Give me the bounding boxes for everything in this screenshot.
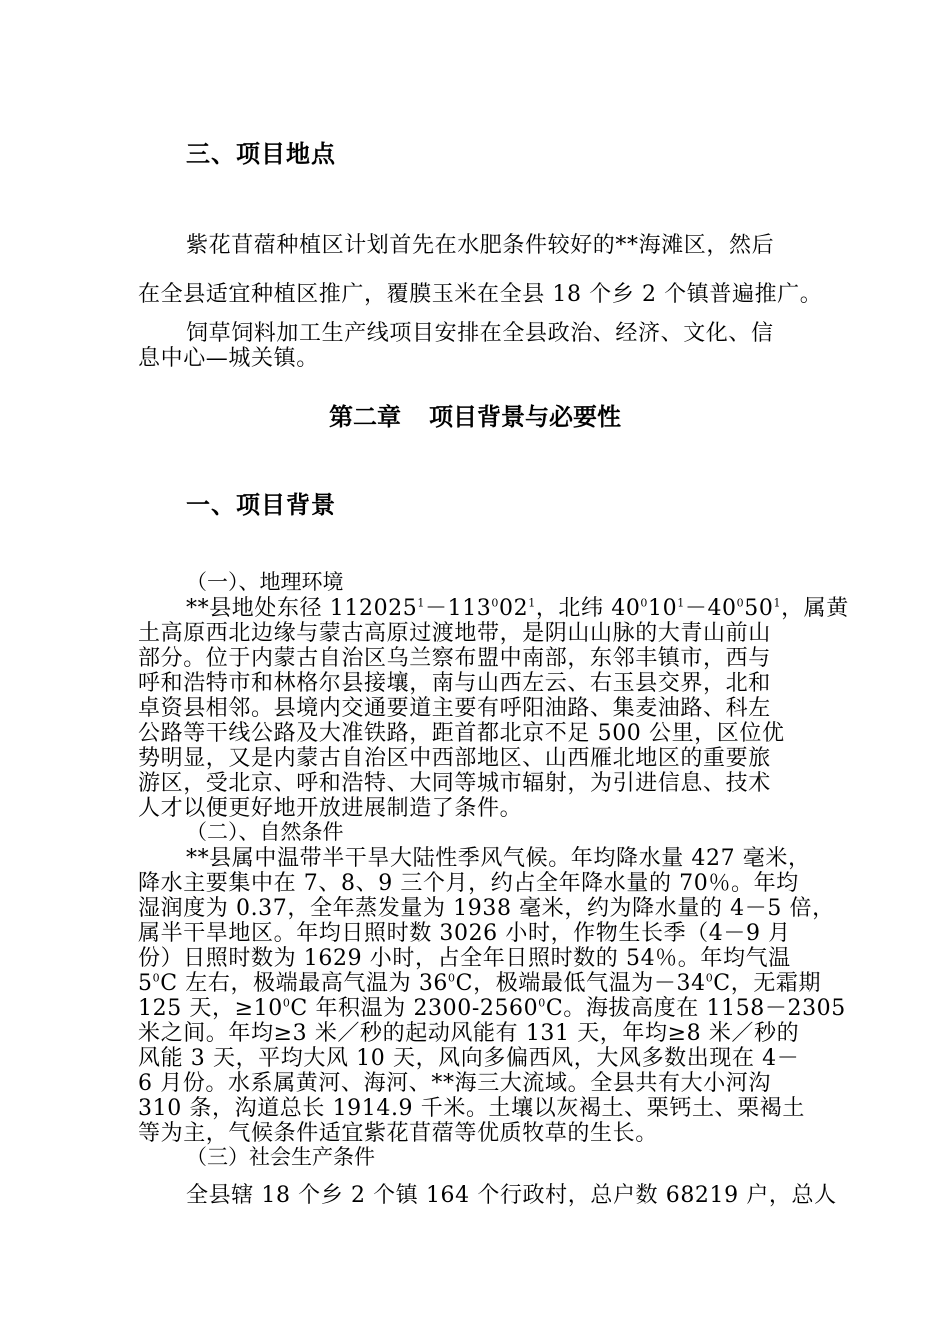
paragraph-line: 等为主，气候条件适宜紫花苜蓿等优质牧草的生长。 <box>138 1121 658 1146</box>
section-heading-background: 一、项目背景 <box>186 491 336 519</box>
paragraph-line: 游区，受北京、呼和浩特、大同等城市辐射，为引进信息、技术 <box>138 771 771 796</box>
paragraph-line: 紫花苜蓿种植区计划首先在水肥条件较好的**海滩区，然后 <box>186 233 775 258</box>
paragraph-line: 降水主要集中在 7、8、9 三个月，约占全年降水量的 70％。年均 <box>138 871 799 896</box>
paragraph-line: 呼和浩特市和林格尔县接壤，南与山西左云、右玉县交界，北和 <box>138 671 771 696</box>
subheading-geography: （一）、地理环境 <box>186 570 344 594</box>
paragraph-line: **县地处东径 $112025^1-113^002^1$，北纬 $40^010^1-40^050^1$，属黄 <box>186 596 849 621</box>
paragraph-line: 势明显，又是内蒙古自治区中西部地区、山西雁北地区的重要旅 <box>138 746 771 771</box>
paragraph-line: 全县辖 18 个乡 2 个镇 164 个行政村，总户数 68219 户，总人 <box>186 1183 837 1208</box>
paragraph-line: 310 条，沟道总长 1914.9 千米。土壤以灰褐土、栗钙土、栗褐土 <box>138 1096 805 1121</box>
paragraph-line: 息中心—城关镇。 <box>138 346 319 371</box>
paragraph-line: 部分。位于内蒙古自治区乌兰察布盟中南部，东邻丰镇市，西与 <box>138 646 771 671</box>
subheading-social: （三）社会生产条件 <box>186 1145 375 1169</box>
paragraph-line: 公路等干线公路及大准铁路，距首都北京不足 500 公里，区位优 <box>138 721 785 746</box>
paragraph-line: $5^0C$ 左右，极端最高气温为 $36^0C$，极端最低气温为$-34^0C$，无霜期 <box>138 971 822 996</box>
section-heading-location: 三、项目地点 <box>186 140 336 168</box>
paragraph-line: 米之间。年均≥3 米／秒的起动风能有 131 天，年均≥8 米／秒的 <box>138 1021 800 1046</box>
paragraph-line: 湿润度为 0.37，全年蒸发量为 1938 毫米，约为降水量的 4－5 倍， <box>138 896 835 921</box>
paragraph-line: 风能 3 天，平均大风 10 天，风向多偏西风，大风多数出现在 4－ <box>138 1046 800 1071</box>
paragraph-line: 人才以便更好地开放进展制造了条件。 <box>138 796 523 821</box>
paragraph-line: 属半干旱地区。年均日照时数 3026 小时，作物生长季（4－9 月 <box>138 921 791 946</box>
paragraph-line: 饲草饲料加工生产线项目安排在全县政治、经济、文化、信 <box>186 321 774 346</box>
chapter-number: 第二章 <box>329 403 401 431</box>
subheading-nature: （二）、自然条件 <box>186 820 344 844</box>
paragraph-line: 在全县适宜种植区推广，覆膜玉米在全县 18 个乡 2 个镇普遍推广。 <box>138 282 823 307</box>
paragraph-line: 份）日照时数为 1629 小时，占全年日照时数的 54％。年均气温 <box>138 946 791 971</box>
paragraph-line: 土高原西北边缘与蒙古高原过渡地带，是阴山山脉的大青山前山 <box>138 621 771 646</box>
paragraph-line: 卓资县相邻。县境内交通要道主要有呼阳油路、集麦油路、科左 <box>138 696 771 721</box>
paragraph-line: 125 天，$\ge 10^0C$ 年积温为 2300-2560$^0$C。海拔高度在 1158－2305 <box>138 996 846 1021</box>
paragraph-line: **县属中温带半干旱大陆性季风气候。年均降水量 427 毫米， <box>186 846 811 871</box>
chapter-name: 项目背景与必要性 <box>429 403 621 431</box>
chapter-title <box>0 397 950 432</box>
paragraph-line: 6 月份。水系属黄河、海河、**海三大流域。全县共有大小河沟 <box>138 1071 771 1096</box>
